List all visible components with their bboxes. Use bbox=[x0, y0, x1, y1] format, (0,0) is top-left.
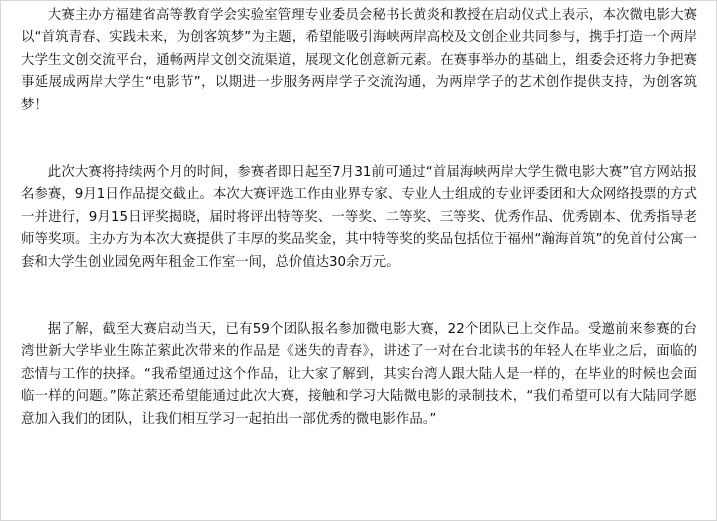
paragraph-participants: 据了解，截至大赛启动当天，已有59个团队报名参加微电影大赛，22个团队已上交作品。受邀前来参赛的台湾世新大学毕业生陈芷萦此次带来的作品是《迷失的青春》，讲述了一对在台北读书的年轻人在毕业之后，面临的恋情与工作的抉择。“我希望通过这个作品，让大家了解到，其实台湾人跟大陆人是一样的，在毕业的时候也会面临一样的问题。”陈芷萦还希望能通过此次大赛，接触和学习大陆微电影的录制技术，“我们希望可以有大陆同学愿意加入我们的团队，让我们相互学习一起拍出一部优秀的微电影作品。” bbox=[21, 322, 697, 427]
article-body bbox=[21, 5, 697, 431]
paragraph-competition-schedule: 此次大赛将持续两个月的时间，参赛者即日起至7月31前可通过“首届海峡两岸大学生微电影大赛”官方网站报名参赛，9月1日作品提交截止。本次大赛评选工作由业界专家、专业人士组成的专业评委团和大众网络投票的方式一并进行，9月15日评奖揭晓，届时将评出特等奖、一等奖、二等奖、三等奖、优秀作品、优秀剧本、优秀指导老师等奖项。主办方为本次大赛提供了丰厚的奖品奖金，其中特等奖的奖品包括位于福州“瀚海首筑”的免首付公寓一套和大学生创业园免两年租金工作室一间，总价值达30余万元。 bbox=[21, 165, 697, 270]
paragraph-opening-ceremony: 大赛主办方福建省高等教育学会实验室管理专业委员会秘书长黄炎和教授在启动仪式上表示，本次微电影大赛以“首筑青春、实践未来，为创客筑梦”为主题，希望能吸引海峡两岸高校及文创企业共同参与，携手打造一个两岸大学生文创交流平台，通畅两岸文创交流渠道，展现文化创意新元素。在赛事举办的基础上，组委会还将力争把赛事延展成两岸大学生“电影节”，以期进一步服务两岸学子交流沟通，为两岸学子的艺术创作提供支持，为创客筑梦！ bbox=[21, 8, 697, 113]
